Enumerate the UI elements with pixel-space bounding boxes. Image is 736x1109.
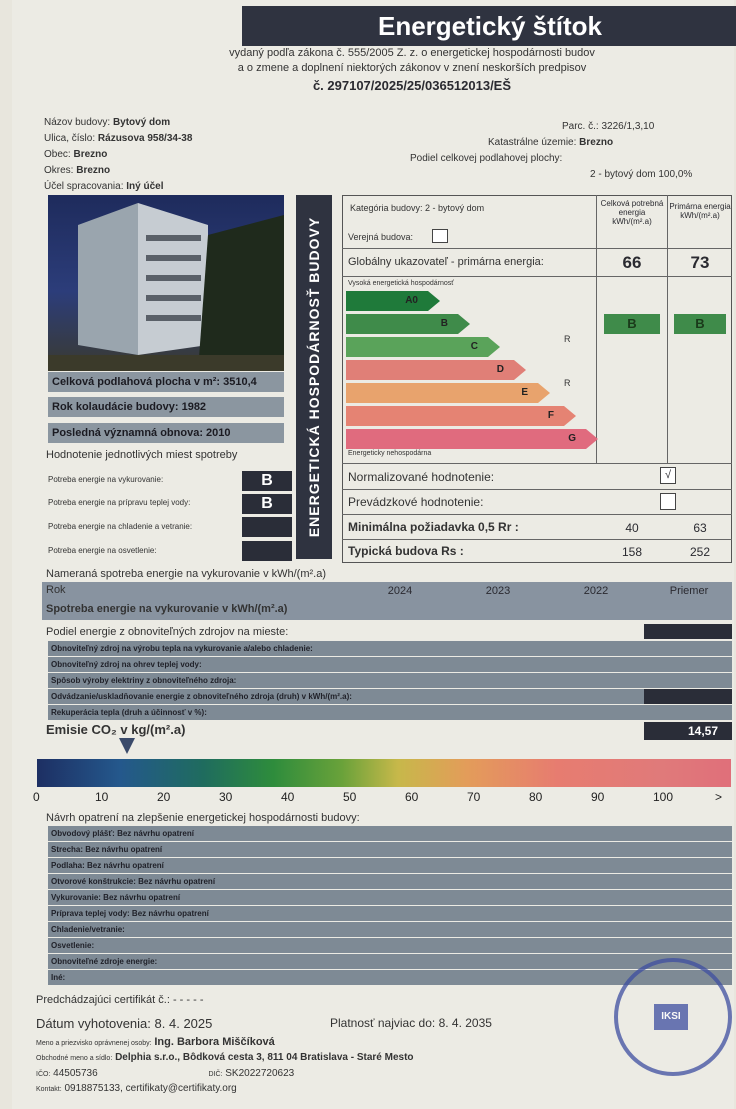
emissions-label: Emisie CO₂ v kg/(m².a) xyxy=(46,722,186,737)
measured-consumption-label: Spotreba energie na vykurovanie v kWh/(m².a) xyxy=(46,603,288,615)
company xyxy=(36,1052,414,1063)
building-town xyxy=(44,149,107,160)
issue-date-label: Dátum vyhotovenia: xyxy=(36,1016,151,1031)
primary-energy-class: B xyxy=(674,314,726,334)
purpose-label: Účel spracovania: xyxy=(44,181,124,192)
rating-row-line xyxy=(342,539,732,540)
scale-tick-label: 30 xyxy=(219,790,233,804)
building-name-label: Názov budovy: xyxy=(44,117,111,128)
col-primary-unit: kWh/(m².a) xyxy=(680,211,720,220)
rating-row-line xyxy=(342,489,732,490)
renewable-value-box xyxy=(644,624,732,639)
measured-average-label: Priemer xyxy=(669,585,709,597)
rating-row-line xyxy=(342,276,732,277)
measured-year-2: 2023 xyxy=(485,585,511,597)
measured-year-label: Rok xyxy=(46,584,66,596)
person-value: Ing. Barbora Miščíková xyxy=(154,1036,275,1048)
measured-year-3: 2022 xyxy=(583,585,609,597)
class-a0-arrow: A0 xyxy=(346,291,428,311)
ico-label: IČO: xyxy=(36,1071,51,1078)
rating-row-line xyxy=(342,514,732,515)
parcel-label: Parc. č.: xyxy=(562,121,599,132)
valid-until xyxy=(330,1016,492,1030)
dic-value: SK2022720623 xyxy=(225,1068,295,1079)
ico-value: 44505736 xyxy=(53,1068,98,1079)
certificate-number: č. 297107/2025/25/036512013/EŠ xyxy=(312,78,512,93)
vertical-title: ENERGETICKÁ HOSPODÁRNOSŤ BUDOVY xyxy=(306,216,322,538)
dic-label: DIČ: xyxy=(208,1071,223,1078)
building-name-value: Bytový dom xyxy=(112,117,171,128)
building-street xyxy=(44,133,192,144)
rating-row-line xyxy=(342,463,732,464)
street-label: Ulica, číslo: xyxy=(44,133,96,144)
scale-tick-label: 70 xyxy=(467,790,481,804)
scale-tick-label: 50 xyxy=(343,790,357,804)
cadastral-label: Katastrálne územie: xyxy=(488,137,577,148)
contact-value: 0918875133, certifikaty@certifikaty.org xyxy=(64,1083,237,1094)
public-building-label: Verejná budova: xyxy=(348,232,414,242)
responsible-person xyxy=(36,1036,275,1048)
district-label: Okres: xyxy=(44,165,74,176)
min-primary-value: 63 xyxy=(693,521,707,535)
renewable-row: Odvádzanie/uskladňovanie energie z obnoviteľného zdroja (druh) v kWh/(m².a): xyxy=(48,689,732,704)
parcel xyxy=(562,121,654,132)
rating-col-divider-2 xyxy=(667,195,668,463)
proposal-row: Osvetlenie: xyxy=(48,938,732,953)
global-indicator-label: Globálny ukazovateľ - primárna energia: xyxy=(348,256,544,268)
stamp-logo: IKSI xyxy=(654,1004,688,1030)
global-total-value: 66 xyxy=(622,253,642,272)
scale-tick-label: 10 xyxy=(95,790,109,804)
floor-share-label: Podiel celkovej podlahovej plochy: xyxy=(410,153,563,164)
renewable-row: Obnoviteľný zdroj na výrobu tepla na vykurovanie a/alebo chladenie: xyxy=(48,641,732,656)
public-building-checkbox[interactable] xyxy=(432,229,448,243)
renovation-bar: Posledná významná obnova: 2010 xyxy=(48,423,284,443)
building-name xyxy=(44,117,170,128)
scale-tick-label: 60 xyxy=(405,790,419,804)
partial-lighting-class xyxy=(242,541,292,561)
scale-top-label: Vysoká energetická hospodárnosť xyxy=(348,280,454,287)
building-photo xyxy=(48,195,284,371)
company-value: Delphia s.r.o., Bôdková cesta 3, 811 04 Bratislava - Staré Mesto xyxy=(115,1052,414,1063)
total-energy-class: B xyxy=(604,314,660,334)
town-value: Brezno xyxy=(73,149,108,160)
cadastral-value: Brezno xyxy=(579,137,614,148)
renewable-row: Spôsob výroby elektriny z obnoviteľného zdroja: xyxy=(48,673,732,688)
emissions-value: 14,57 xyxy=(644,722,732,740)
valid-until-value: 8. 4. 2035 xyxy=(438,1016,492,1030)
proposal-row: Iné: xyxy=(48,970,732,985)
proposal-row: Podlaha: Bez návrhu opatrení xyxy=(48,858,732,873)
emissions-marker-arrow xyxy=(119,738,135,754)
class-f-arrow: F xyxy=(346,406,564,426)
typical-total-value: 158 xyxy=(621,545,643,559)
proposal-row: Príprava teplej vody: Bez návrhu opatrení xyxy=(48,906,732,921)
typical-building-label: Typická budova Rs : xyxy=(348,544,464,558)
scale-tick-label: 90 xyxy=(591,790,605,804)
partial-cooling-label: Potreba energie na chladenie a vetranie: xyxy=(48,522,193,531)
street-value: Rázusova 958/34-38 xyxy=(97,133,193,144)
vertical-title-bar xyxy=(296,195,332,559)
class-g-arrow: G xyxy=(346,429,586,449)
legal-line-1: vydaný podľa zákona č. 555/2005 Z. z. o energetickej hospodárnosti budov xyxy=(229,47,595,59)
partial-heating-label: Potreba energie na vykurovanie: xyxy=(48,475,164,484)
measured-heading: Nameraná spotreba energie na vykurovanie v kWh/(m².a) xyxy=(46,568,327,580)
building-district xyxy=(44,165,110,176)
storage-value-box xyxy=(644,689,732,704)
partial-hotwater-class: B xyxy=(242,494,292,514)
issue-date-value: 8. 4. 2025 xyxy=(154,1016,213,1031)
floor-share-value: 2 - bytový dom 100,0% xyxy=(590,169,693,180)
rating-col-divider-1 xyxy=(596,195,597,463)
certificate-sheet xyxy=(12,0,734,1109)
company-label: Obchodné meno a sídlo: xyxy=(36,1055,113,1062)
renewable-row: Rekuperácia tepla (druh a účinnosť v %): xyxy=(48,705,732,720)
scale-tick-label: 0 xyxy=(33,790,40,804)
cadastral xyxy=(488,137,613,148)
person-label: Meno a priezvisko oprávnenej osoby: xyxy=(36,1040,152,1047)
class-c-arrow: C xyxy=(346,337,488,357)
proposal-row: Strecha: Bez návrhu opatrení xyxy=(48,842,732,857)
col-total-unit: kWh/(m².a) xyxy=(612,217,652,226)
col-total-header xyxy=(598,199,666,226)
partial-cooling-class xyxy=(242,517,292,537)
proposal-row: Obnoviteľné zdroje energie: xyxy=(48,954,732,969)
partial-heating-class: B xyxy=(242,471,292,491)
legal-line-2: a o zmene a doplnení niektorých zákonov v znení neskorších predpisov xyxy=(237,62,587,74)
partial-lighting-label: Potreba energie na osvetlenie: xyxy=(48,546,157,555)
class-b-arrow: B xyxy=(346,314,458,334)
proposal-heading: Návrh opatrení na zlepšenie energetickej hospodárnosti budovy: xyxy=(46,812,360,824)
normalized-label: Normalizované hodnotenie: xyxy=(348,470,495,484)
renewable-row: Obnoviteľný zdroj na ohrev teplej vody: xyxy=(48,657,732,672)
contact xyxy=(36,1083,237,1094)
renewable-heading: Podiel energie z obnoviteľných zdrojov na mieste: xyxy=(46,626,289,638)
normalized-checkbox[interactable]: √ xyxy=(660,467,676,484)
building-category: Kategória budovy: 2 - bytový dom xyxy=(350,203,485,213)
town-label: Obec: xyxy=(44,149,71,160)
min-requirement-label: Minimálna požiadavka 0,5 Rr : xyxy=(348,520,519,534)
official-stamp xyxy=(614,958,732,1076)
proposal-row: Otvorové konštrukcie: Bez návrhu opatrení xyxy=(48,874,732,889)
proposal-row: Chladenie/vetranie: xyxy=(48,922,732,937)
operational-checkbox[interactable] xyxy=(660,493,676,510)
floor-area-bar: Celková podlahová plocha v m²: 3510,4 xyxy=(48,372,284,392)
proposal-row: Vykurovanie: Bez návrhu opatrení xyxy=(48,890,732,905)
scale-tick-label: 40 xyxy=(281,790,295,804)
measured-year-1: 2024 xyxy=(387,585,413,597)
class-e-arrow: E xyxy=(346,383,538,403)
district-value: Brezno xyxy=(76,165,111,176)
valid-until-label: Platnosť najviac do: xyxy=(330,1016,436,1030)
col-primary-header xyxy=(669,202,731,220)
approval-year-bar: Rok kolaudácie budovy: 1982 xyxy=(48,397,284,417)
scale-tick-label: 80 xyxy=(529,790,543,804)
issue-date xyxy=(36,1016,212,1031)
min-total-value: 40 xyxy=(625,521,639,535)
parcel-value: 3226/1,3,10 xyxy=(601,121,655,132)
rs-marker: R xyxy=(564,378,571,388)
proposal-row: Obvodový plášť: Bez návrhu opatrení xyxy=(48,826,732,841)
scale-tick-label: > xyxy=(715,790,723,804)
rating-row-line xyxy=(342,248,732,249)
scale-tick-label: 100 xyxy=(653,790,674,804)
previous-certificate: Predchádzajúci certifikát č.: - - - - - xyxy=(36,994,204,1006)
purpose-value: Iný účel xyxy=(126,181,164,192)
emissions-scale xyxy=(37,759,731,787)
operational-label: Prevádzkové hodnotenie: xyxy=(348,495,484,509)
scale-bottom-label: Energeticky nehospodárna xyxy=(348,450,432,457)
partial-hotwater-label: Potreba energie na prípravu teplej vody: xyxy=(48,498,191,507)
col-total-title: Celková potrebná energia xyxy=(600,199,664,217)
ico-dic xyxy=(36,1068,294,1079)
class-d-arrow: D xyxy=(346,360,514,380)
col-primary-title: Primárna energia xyxy=(669,202,731,211)
typical-primary-value: 252 xyxy=(689,545,711,559)
global-primary-value: 73 xyxy=(690,253,710,272)
building-purpose xyxy=(44,181,164,192)
page-title: Energetický štítok xyxy=(242,6,736,46)
scale-tick-label: 20 xyxy=(157,790,171,804)
contact-label: Kontakt: xyxy=(36,1086,62,1093)
rr-marker: R xyxy=(564,334,571,344)
partial-heading: Hodnotenie jednotlivých miest spotreby xyxy=(46,449,238,461)
